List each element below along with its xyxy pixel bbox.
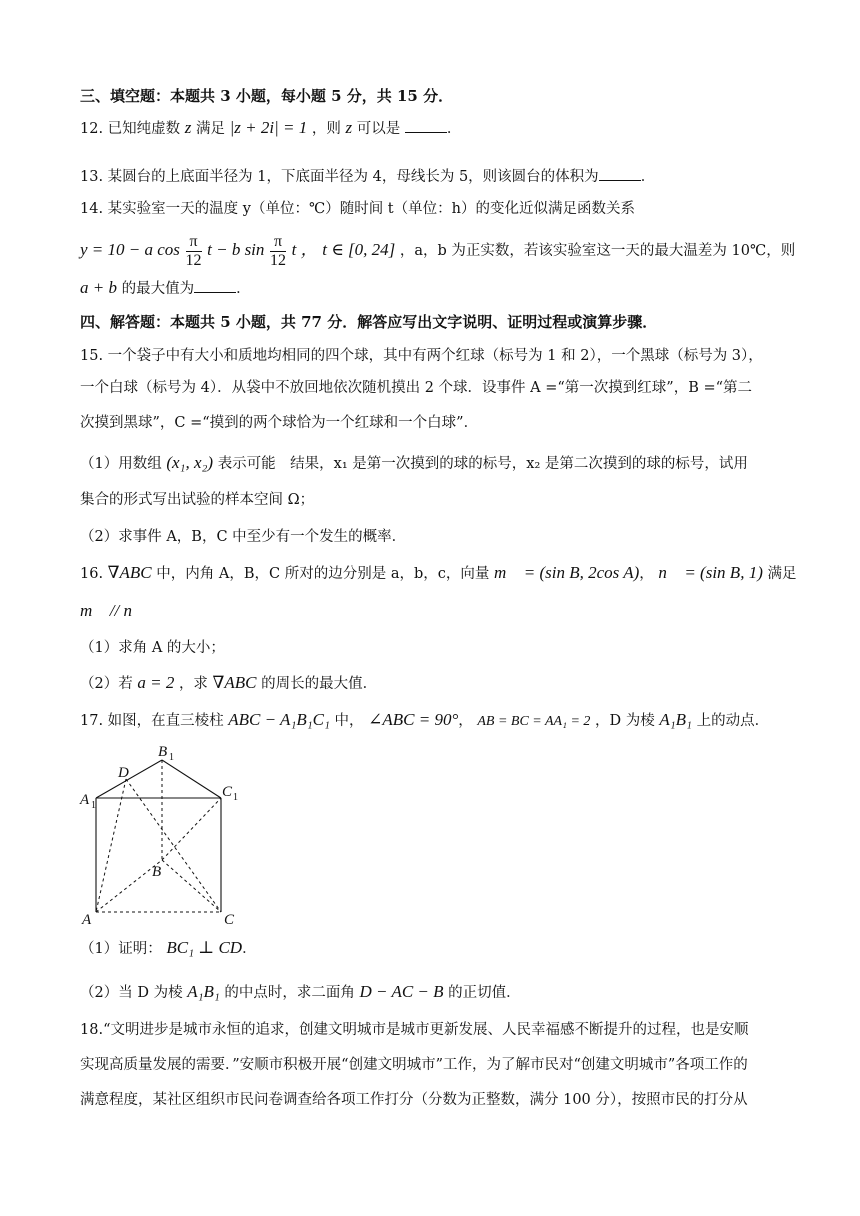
- edge-a1-b1: [96, 760, 162, 798]
- answer-blank: [194, 278, 236, 293]
- segment-b-c1: [162, 798, 221, 860]
- question-16-part2: （2）若 a = 2 ，求 ∇ABC 的周长的最大值．: [80, 673, 378, 692]
- question-18-line2: 实现高质量发展的需要．”安顺市积极开展“创建文明城市”工作，为了解市民对“创建文明城市”各项工作的: [80, 1057, 748, 1073]
- q12-expression: |z + 2i| = 1: [229, 118, 308, 137]
- question-15-line1: 15. 一个袋子中有大小和质地均相同的四个球，其中有两个红球（标号为 1 和 2），一个黑球（标号为 3），: [80, 348, 763, 364]
- question-15-part1: （1）用数组 (x₁, x₂) 表示可能 结果，x₁ 是第一次摸到的球的标号，x₂ 是第二次摸到的球的标号，试用: [80, 453, 748, 472]
- domain-interval: t ∈ [0, 24]: [322, 240, 396, 259]
- question-16-line1: 16. ∇ABC 中，内角 A，B，C 所对的边分别是 a，b，c，向量 m⃗ = (sin B, 2cos A)， n⃗ = (sin B, 1) 满足: [80, 563, 797, 582]
- label-b1-sub: 1: [169, 752, 174, 763]
- label-b1: B: [158, 744, 168, 760]
- section-heading-solve: 四、解答题：本题共 5 小题，共 77 分．解答应写出文字说明、证明过程或演算步骤．: [80, 313, 658, 331]
- question-18-line3: 满意程度，某社区组织市民问卷调查给各项工作打分（分数为正整数，满分 100 分），按照市民的打分从: [80, 1092, 748, 1108]
- question-16-line2: m⃗ // n⃗ ．: [80, 601, 163, 620]
- label-c1-sub: 1: [233, 792, 238, 803]
- question-14-line1: 14. 某实验室一天的温度 y（单位：℃）随时间 t（单位：h）的变化近似满足函数关系: [80, 201, 635, 217]
- answer-blank: [599, 166, 641, 181]
- label-b: B: [152, 864, 162, 880]
- question-18-line1: 18.“文明进步是城市永恒的追求，创建文明城市是城市更新发展、人民幸福感不断提升的过程，也是安顺: [80, 1022, 749, 1038]
- question-15-part1-line2: 集合的形式写出试验的样本空间 Ω；: [80, 492, 315, 508]
- question-12: 12. 已知纯虚数 z 满足 |z + 2i| = 1 ，则 z 可以是 ．: [80, 118, 462, 137]
- label-d: D: [118, 765, 129, 781]
- question-17-line1: 17. 如图，在直三棱柱 ABC − A₁B₁C₁ 中， ∠ABC = 90°， AB = BC = AA₁ = 2 ，D 为棱 A₁B₁ 上的动点．: [80, 710, 770, 729]
- edge-b-c: [162, 860, 221, 912]
- fraction-pi-over-12: $\frac{\pi}{12}$: [185, 232, 202, 269]
- question-14-line2: y = 10 − a cos $\frac{\pi}{12}$ t − b sin $\frac{\pi}{12}$ t ， t ∈ [0, 24] ，a，b 为正实数，若该实验室这一天的最大温差为 10℃，则: [80, 232, 796, 269]
- prism-figure: [78, 740, 258, 930]
- question-17-part1: （1）证明： BC₁ ⊥ CD．: [80, 938, 257, 957]
- label-a1: A: [80, 792, 90, 808]
- label-c1: C: [222, 784, 233, 800]
- section-heading-fill-blank: 三、填空题：本题共 3 小题，每小题 5 分，共 15 分．: [80, 87, 454, 105]
- edge-b1-c1: [162, 760, 221, 798]
- question-15-line2: 一个白球（标号为 4）．从袋中不放回地依次随机摸出 2 个球．设事件 A =“第一次摸到红球”，B =“第二: [80, 380, 753, 396]
- question-14-line3: a + b 的最大值为 ．: [80, 278, 251, 297]
- question-17-part2: （2）当 D 为棱 A₁B₁ 的中点时，求二面角 D − AC − B 的正切值．: [80, 982, 521, 1001]
- label-c: C: [224, 912, 235, 928]
- fraction-pi-over-12: $\frac{\pi}{12}$: [270, 232, 287, 269]
- segment-d-c: [126, 779, 221, 912]
- question-16-part1: （1）求角 A 的大小；: [80, 640, 225, 656]
- question-15-part2: （2）求事件 A，B，C 中至少有一个发生的概率．: [80, 529, 407, 545]
- label-a1-sub: 1: [91, 800, 96, 811]
- question-13: 13. 某圆台的上底面半径为 1，下底面半径为 4，母线长为 5，则该圆台的体积为 ．: [80, 166, 655, 187]
- vector-n: n⃗ = (sin B, 1): [658, 563, 763, 582]
- question-15-line3: 次摸到黑球”，C =“摸到的两个球恰为一个红球和一个白球”．: [80, 415, 479, 431]
- answer-blank: [405, 118, 447, 133]
- vector-m: m⃗ = (sin B, 2cos A): [493, 563, 640, 582]
- label-a: A: [82, 912, 92, 928]
